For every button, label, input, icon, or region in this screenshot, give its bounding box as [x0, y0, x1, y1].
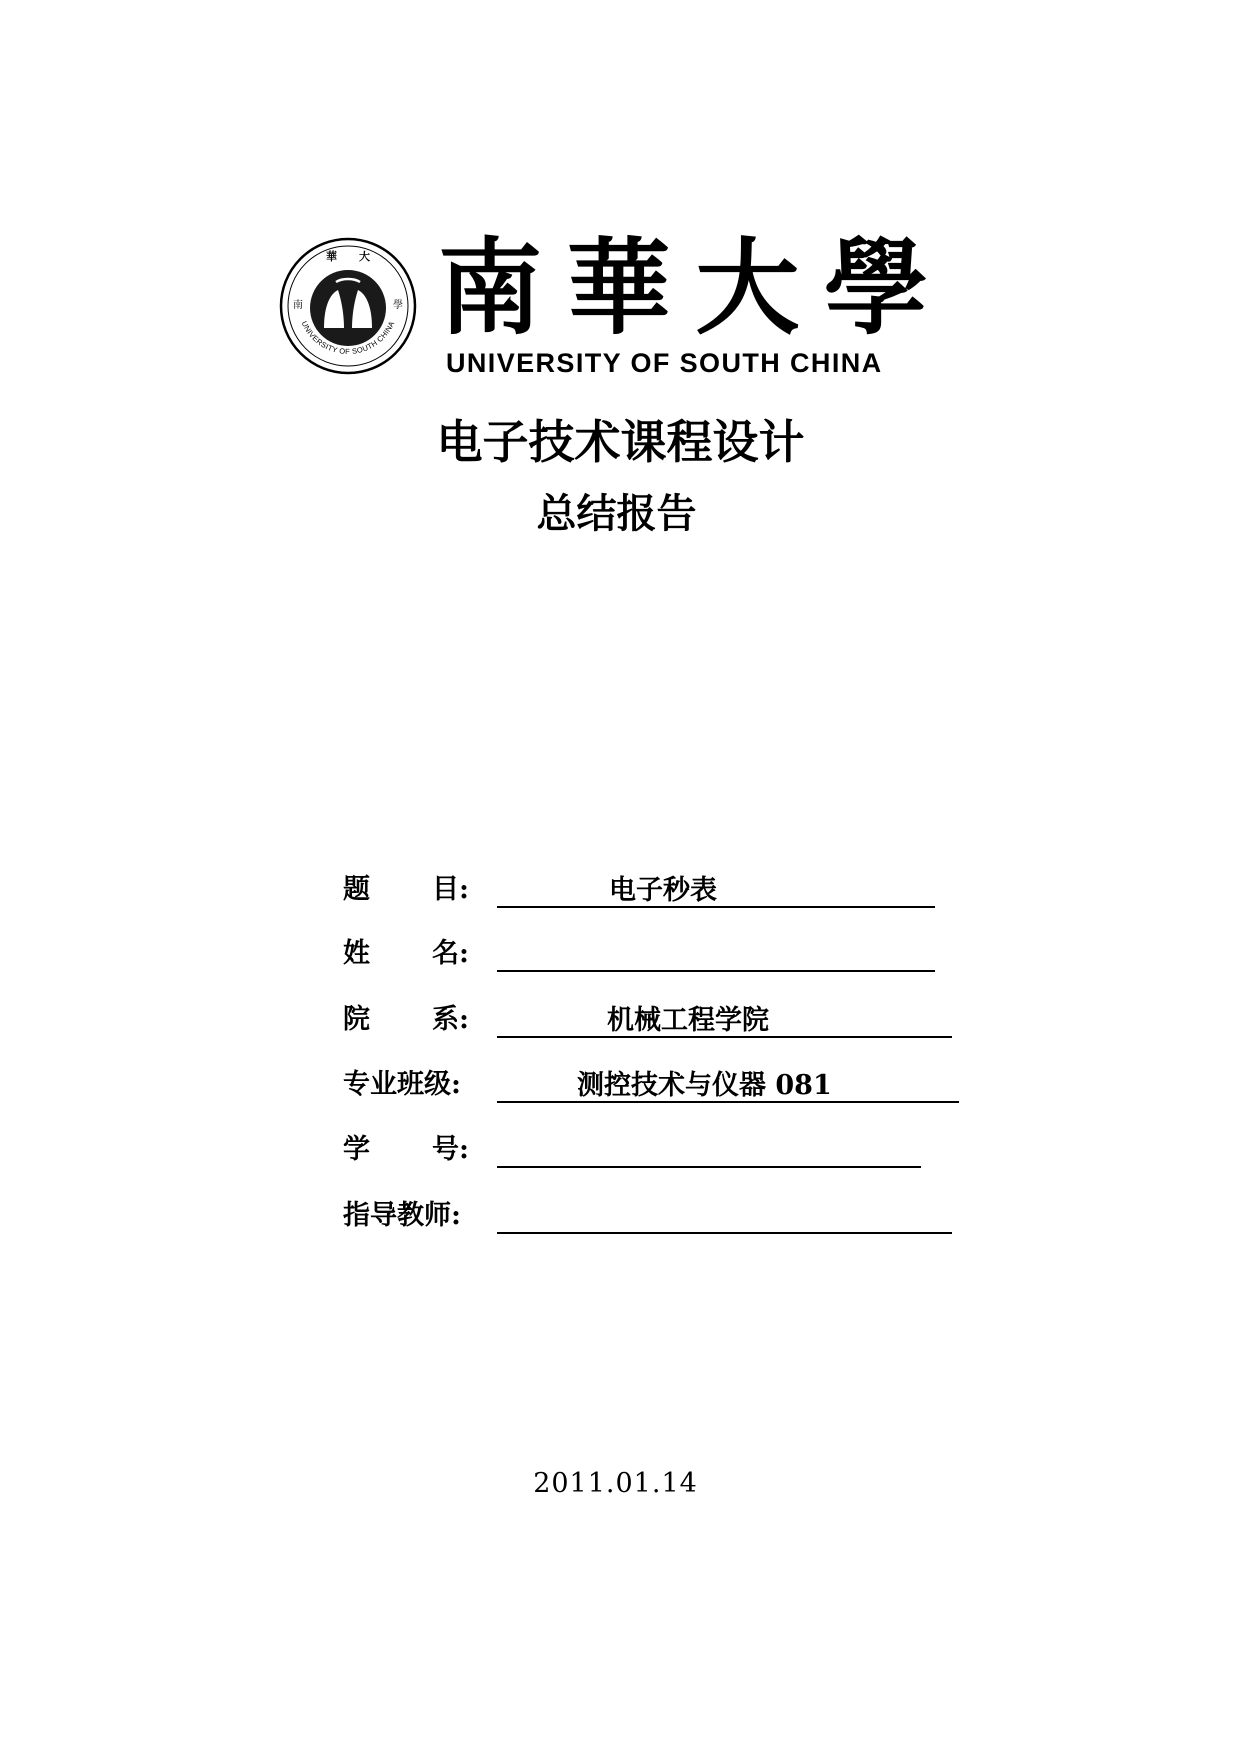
university-logo [278, 226, 928, 382]
class-label: 专业班级: [343, 1069, 461, 1100]
name-label-a: 姓 [343, 938, 370, 969]
logo-char-1: 南 [438, 226, 543, 349]
topic-field[interactable] [497, 876, 935, 908]
department-field[interactable] [497, 1006, 952, 1038]
topic-label-b: 目: [432, 874, 469, 905]
advisor-label: 指导教师: [343, 1200, 461, 1231]
topic-label [343, 870, 469, 910]
student-id-label [343, 1130, 469, 1170]
student-id-label-a: 学 [343, 1134, 370, 1165]
student-id-label-b: 号: [432, 1134, 469, 1165]
department-label [343, 1000, 469, 1040]
report-date [0, 1464, 1241, 1504]
class-value: 测控技术与仪器 081 [577, 1070, 832, 1101]
topic-label-a: 题 [343, 874, 370, 905]
university-emblem-icon [278, 236, 418, 376]
department-value: 机械工程学院 [607, 1005, 769, 1036]
name-label [343, 934, 469, 974]
report-title: 电子技术课程设计 [436, 415, 805, 469]
department-label-a: 院 [343, 1004, 370, 1035]
name-label-b: 名: [432, 938, 469, 969]
logo-char-4: 學 [823, 226, 928, 349]
university-name-cn [438, 228, 928, 348]
svg-text:南: 南 [293, 300, 303, 311]
svg-text:學: 學 [393, 300, 403, 311]
university-name-en: UNIVERSITY OF SOUTH CHINA [446, 348, 883, 378]
topic-value: 电子秒表 [609, 875, 717, 906]
svg-text:華 大: 華 大 [326, 250, 370, 263]
name-field[interactable] [497, 940, 935, 972]
class-field[interactable] [497, 1071, 959, 1103]
logo-char-2: 華 [566, 226, 671, 349]
student-id-field[interactable] [497, 1136, 921, 1168]
report-date-text: 2011.01.14 [533, 1468, 698, 1499]
report-subtitle [0, 486, 1241, 542]
logo-char-3: 大 [695, 226, 800, 349]
report-subtitle-text: 总结报告 [536, 490, 697, 537]
department-label-b: 系: [432, 1004, 469, 1035]
svg-text:UNIVERSITY OF SOUTH CHINA: UNIVERSITY OF SOUTH CHINA [299, 319, 397, 357]
advisor-field[interactable] [497, 1202, 952, 1234]
